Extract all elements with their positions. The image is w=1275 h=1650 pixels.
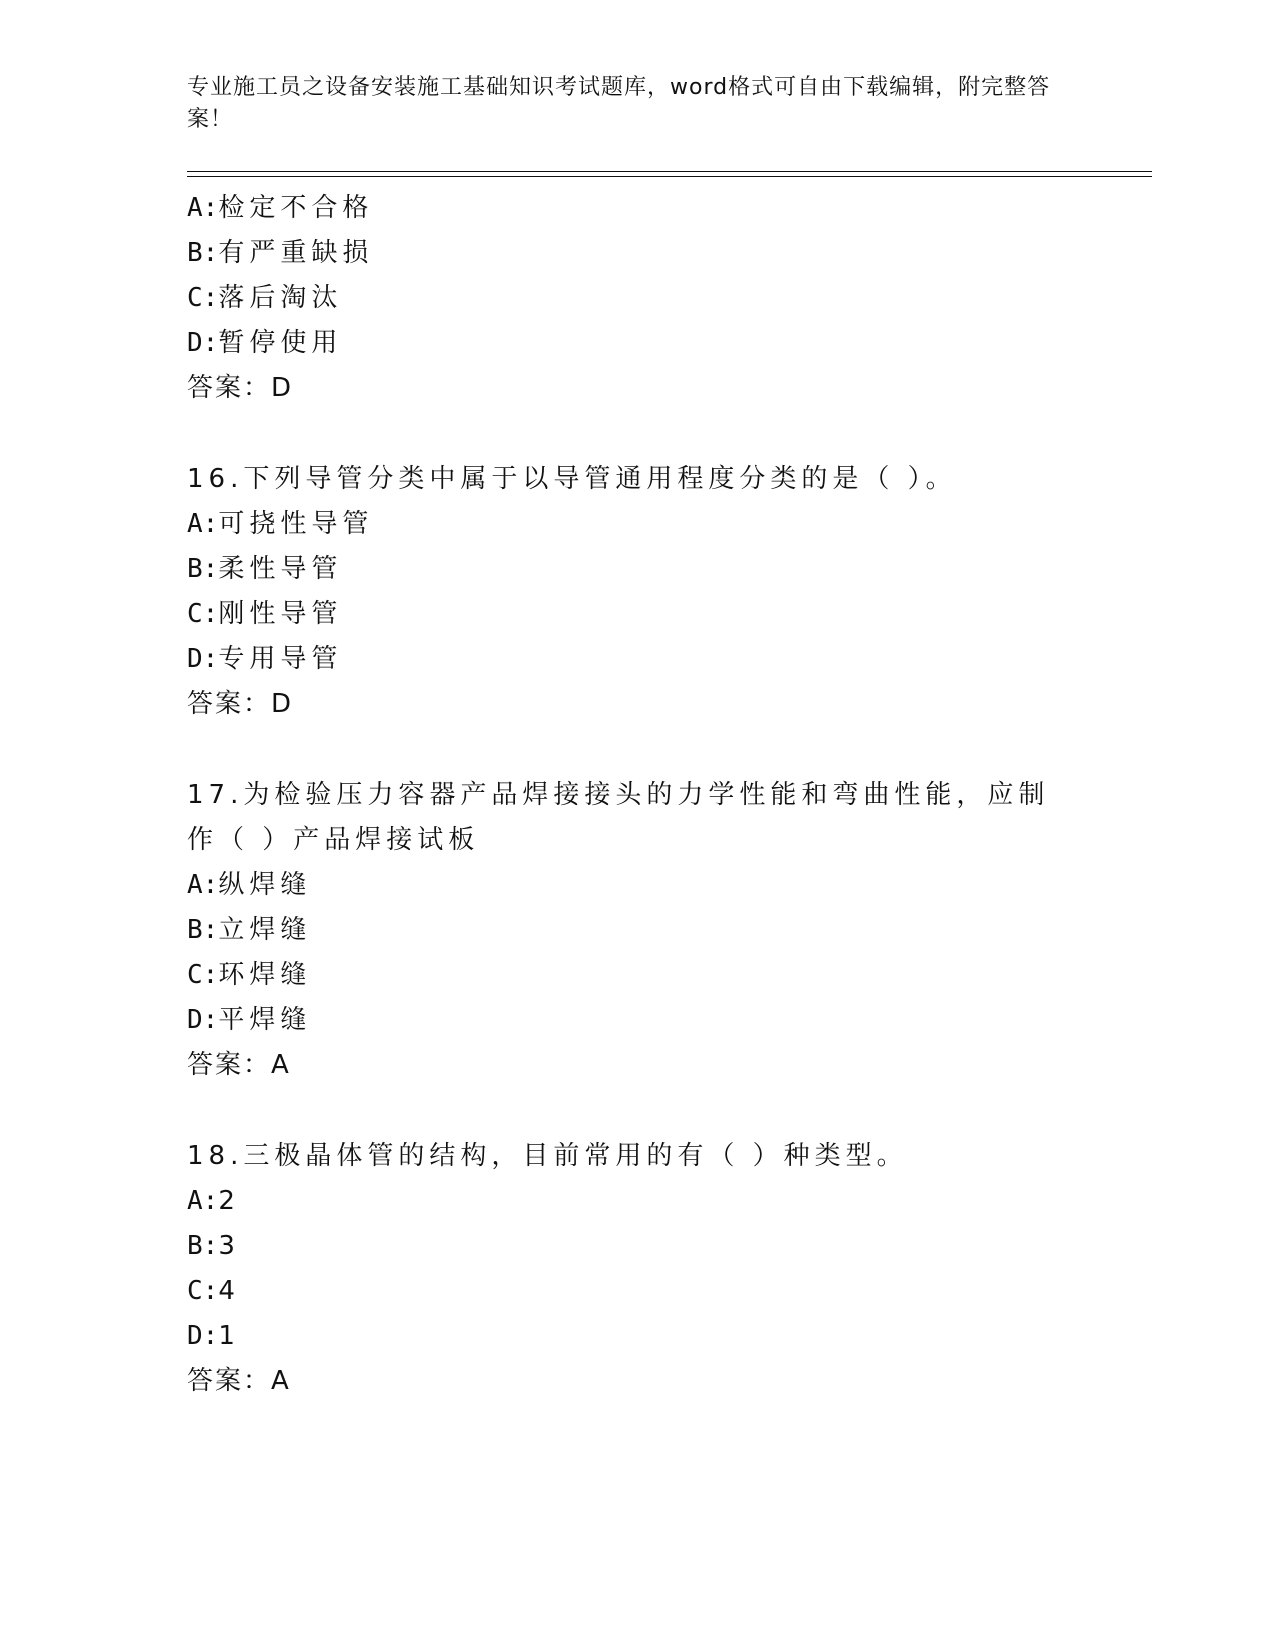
header-divider-bottom	[187, 176, 1152, 177]
question-title: 16.下列导管分类中属于以导管通用程度分类的是（ ）。	[187, 464, 957, 494]
question-block-18	[187, 1134, 1107, 1404]
question-title: 17.为检验压力容器产品焊接接头的力学性能和弯曲性能，应制作（ ）产品焊接试板	[187, 780, 1050, 855]
option-c: C:落后淘汰	[187, 283, 343, 313]
answer-text: 答案：D	[187, 689, 294, 719]
header-divider-top	[187, 171, 1152, 172]
option-c: C:刚性导管	[187, 599, 343, 629]
option-d: D:1	[187, 1321, 240, 1351]
answer-text: 答案：A	[187, 1366, 291, 1396]
option-a: A:2	[187, 1186, 240, 1216]
answer-text: 答案：D	[187, 373, 294, 403]
option-b: B:3	[187, 1231, 240, 1261]
option-a: A:可挠性导管	[187, 509, 374, 539]
question-block-15	[187, 186, 1107, 411]
option-b: B:立焊缝	[187, 915, 312, 945]
document-header: 专业施工员之设备安装施工基础知识考试题库，word格式可自由下载编辑，附完整答案！	[187, 75, 1051, 132]
option-d: D:专用导管	[187, 644, 343, 674]
option-a: A:纵焊缝	[187, 870, 312, 900]
option-d: D:平焊缝	[187, 1005, 312, 1035]
option-a: A:检定不合格	[187, 193, 374, 223]
option-b: B:柔性导管	[187, 554, 343, 584]
option-b: B:有严重缺损	[187, 238, 374, 268]
question-block-16	[187, 457, 1107, 727]
option-c: C:环焊缝	[187, 960, 312, 990]
option-d: D:暂停使用	[187, 328, 343, 358]
question-title: 18.三极晶体管的结构，目前常用的有（ ）种类型。	[187, 1141, 908, 1171]
answer-text: 答案：A	[187, 1050, 291, 1080]
option-c: C:4	[187, 1276, 240, 1306]
question-block-17	[187, 773, 1107, 1088]
question-list	[187, 186, 1107, 1404]
